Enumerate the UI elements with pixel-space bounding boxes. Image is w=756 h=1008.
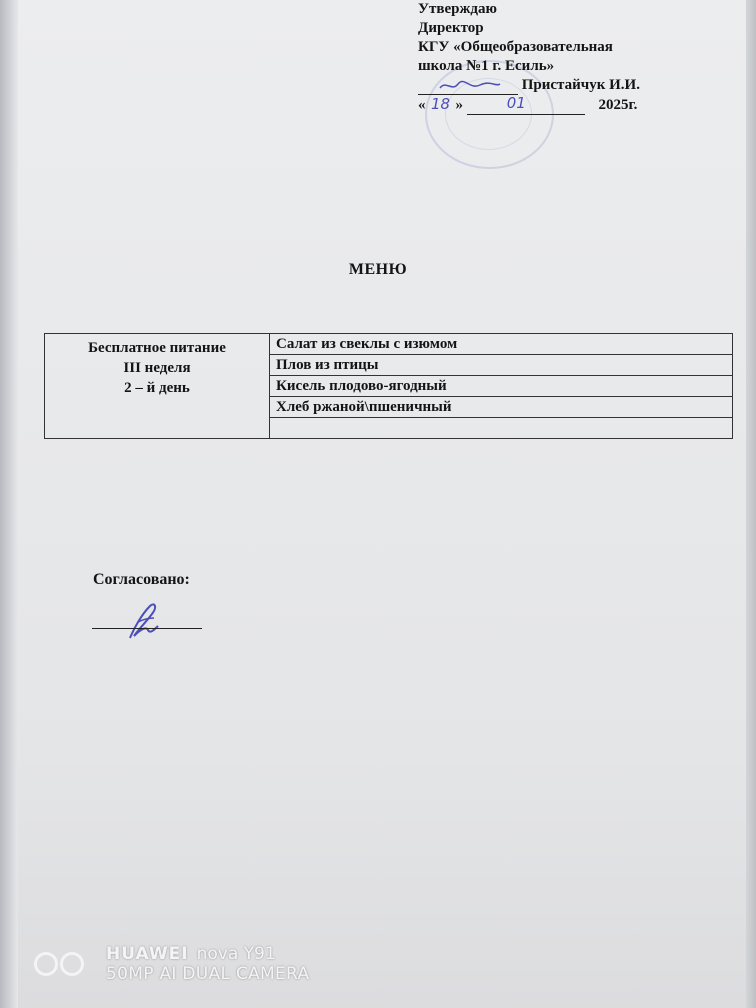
- menu-info-line: III неделя: [123, 360, 191, 376]
- camera-model: nova Y91: [196, 944, 276, 964]
- approval-line: Утверждаю: [418, 1, 497, 17]
- date-month: 01: [506, 94, 526, 112]
- director-signature-icon: [436, 78, 536, 94]
- menu-item: [270, 418, 733, 439]
- agreed-label: Согласовано:: [93, 571, 190, 588]
- approval-date-row: [418, 95, 640, 115]
- menu-info-line: Бесплатное питание: [88, 340, 226, 356]
- menu-info-cell: [45, 334, 270, 439]
- menu-item: Кисель плодово-ягодный: [270, 376, 733, 397]
- camera-caption: 50MP AI DUAL CAMERA: [106, 964, 310, 984]
- signer-name: Пристайчук И.И.: [521, 77, 640, 93]
- menu-item: Хлеб ржаной\пшеничный: [270, 397, 733, 418]
- agreed-signature-line: [92, 628, 202, 629]
- camera-brand: HUAWEI: [106, 944, 189, 964]
- date-quote-open: «: [418, 97, 426, 113]
- page-edge-right: [746, 0, 756, 1008]
- menu-item: Салат из свеклы с изюмом: [270, 334, 733, 355]
- approval-block: [418, 0, 640, 115]
- date-quote-close: »: [455, 97, 463, 113]
- approval-line: школа №1 г. Есиль»: [418, 58, 555, 74]
- approval-line: КГУ «Общеобразовательная: [418, 39, 613, 55]
- date-day: 18: [430, 95, 451, 113]
- table-row: [45, 334, 733, 355]
- page-edge-shadow: [0, 0, 18, 1008]
- menu-info-line: 2 – й день: [124, 380, 190, 396]
- signature-line: [418, 80, 518, 95]
- menu-item: Плов из птицы: [270, 355, 733, 376]
- date-year: 2025г.: [598, 97, 638, 113]
- approval-line: Директор: [418, 20, 484, 36]
- month-line: [467, 94, 585, 115]
- menu-table: [44, 333, 733, 439]
- agreed-signature-icon: [124, 600, 164, 642]
- camera-rings-icon: [34, 952, 94, 978]
- page-title: МЕНЮ: [348, 261, 408, 278]
- director-signature-row: [418, 76, 640, 95]
